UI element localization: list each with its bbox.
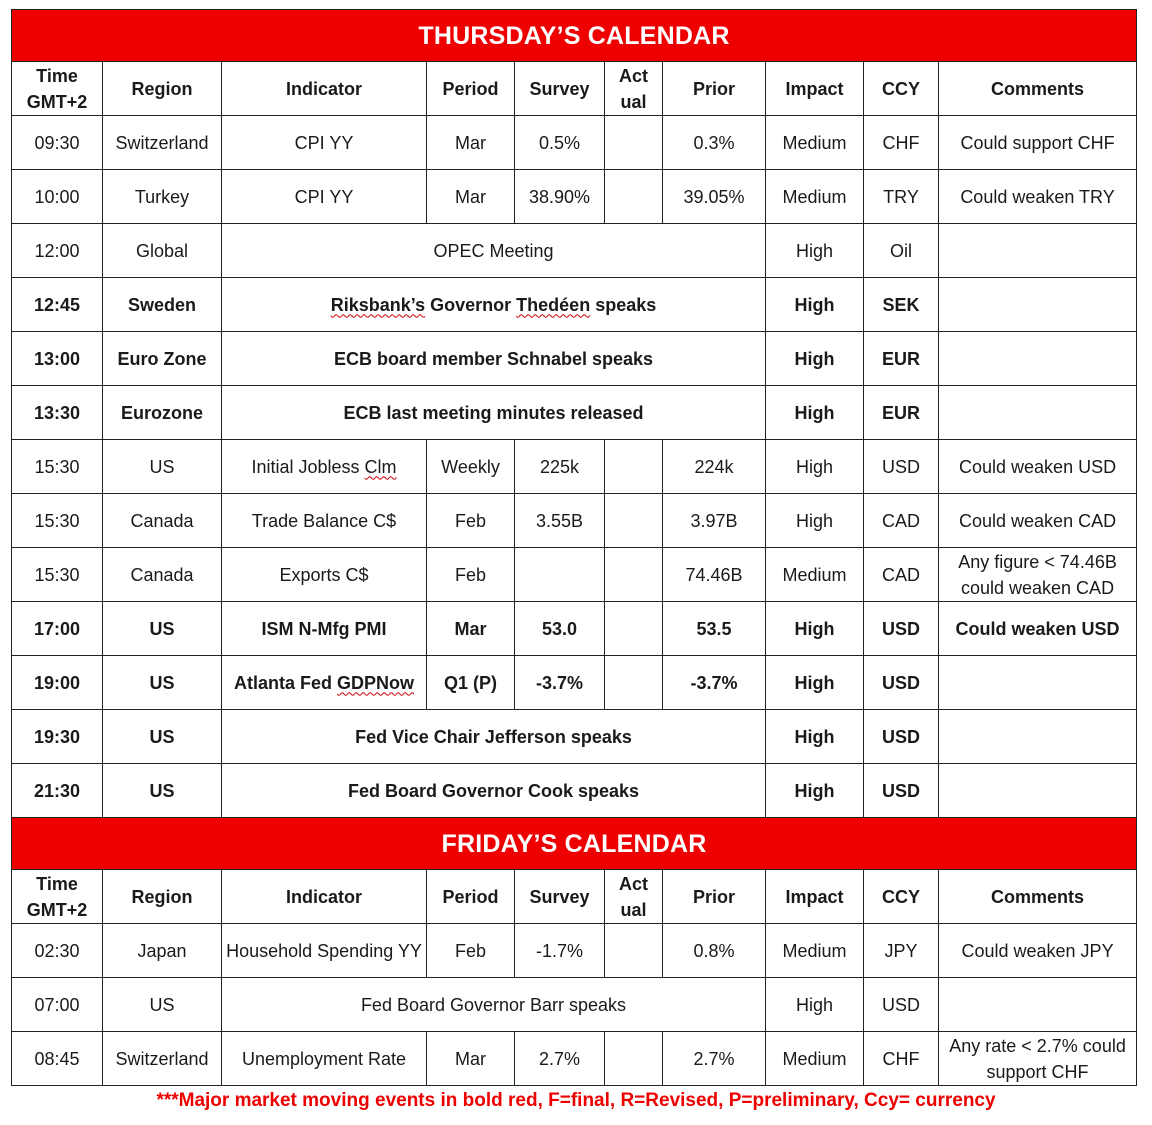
- impact-cell: Medium: [766, 116, 864, 170]
- prior-cell: 53.5: [663, 602, 766, 656]
- actual-cell: [605, 116, 663, 170]
- comments-cell: Could support CHF: [939, 116, 1137, 170]
- indicator-cell: CPI YY: [222, 116, 427, 170]
- column-header-period: Period: [427, 62, 515, 116]
- column-header-comments: Comments: [939, 62, 1137, 116]
- comments-cell: Any figure < 74.46B could weaken CAD: [939, 548, 1137, 602]
- time-cell: 15:30: [12, 548, 103, 602]
- table-row: [12, 386, 1137, 440]
- column-header-indicator: Indicator: [222, 62, 427, 116]
- prior-cell: 0.3%: [663, 116, 766, 170]
- impact-cell: High: [766, 332, 864, 386]
- table-row: [12, 764, 1137, 818]
- event-cell: ECB last meeting minutes released: [222, 386, 766, 440]
- survey-cell: 225k: [515, 440, 605, 494]
- region-cell: Japan: [103, 924, 222, 978]
- time-cell: 21:30: [12, 764, 103, 818]
- time-cell: 12:00: [12, 224, 103, 278]
- indicator-cell: ISM N-Mfg PMI: [222, 602, 427, 656]
- survey-cell: 2.7%: [515, 1032, 605, 1086]
- prior-cell: 74.46B: [663, 548, 766, 602]
- column-header-impact: Impact: [766, 870, 864, 924]
- column-header-survey: Survey: [515, 870, 605, 924]
- survey-cell: 3.55B: [515, 494, 605, 548]
- region-cell: US: [103, 656, 222, 710]
- event-cell: Riksbank’s Governor Thedéen speaks: [222, 278, 766, 332]
- time-cell: 02:30: [12, 924, 103, 978]
- column-header-impact: Impact: [766, 62, 864, 116]
- thursday-calendar-title: THURSDAY’S CALENDAR: [12, 10, 1137, 62]
- ccy-cell: CHF: [864, 1032, 939, 1086]
- period-cell: Weekly: [427, 440, 515, 494]
- ccy-cell: SEK: [864, 278, 939, 332]
- survey-cell: [515, 548, 605, 602]
- time-cell: 19:30: [12, 710, 103, 764]
- footnote: ***Major market moving events in bold red, F=final, R=Revised, P=preliminary, Ccy= currency: [156, 1090, 996, 1111]
- region-cell: Switzerland: [103, 116, 222, 170]
- region-cell: Euro Zone: [103, 332, 222, 386]
- comments-cell: Any rate < 2.7% could support CHF: [939, 1032, 1137, 1086]
- actual-cell: [605, 924, 663, 978]
- prior-cell: 2.7%: [663, 1032, 766, 1086]
- region-cell: US: [103, 440, 222, 494]
- ccy-cell: USD: [864, 656, 939, 710]
- period-cell: Feb: [427, 548, 515, 602]
- ccy-cell: EUR: [864, 332, 939, 386]
- region-cell: Sweden: [103, 278, 222, 332]
- comments-cell: [939, 224, 1137, 278]
- ccy-cell: USD: [864, 978, 939, 1032]
- indicator-cell: Atlanta Fed GDPNow: [222, 656, 427, 710]
- period-cell: Feb: [427, 924, 515, 978]
- time-cell: 12:45: [12, 278, 103, 332]
- indicator-cell: Household Spending YY: [222, 924, 427, 978]
- column-header-ccy: CCY: [864, 62, 939, 116]
- comments-cell: [939, 764, 1137, 818]
- time-cell: 07:00: [12, 978, 103, 1032]
- header-row: [12, 62, 1137, 116]
- column-header-ccy: CCY: [864, 870, 939, 924]
- impact-cell: High: [766, 764, 864, 818]
- period-cell: Mar: [427, 170, 515, 224]
- column-header-prior: Prior: [663, 870, 766, 924]
- impact-cell: High: [766, 656, 864, 710]
- impact-cell: High: [766, 710, 864, 764]
- impact-cell: Medium: [766, 170, 864, 224]
- table-row: [12, 494, 1137, 548]
- calendar-table: [11, 9, 1137, 1086]
- survey-cell: -1.7%: [515, 924, 605, 978]
- event-cell: Fed Board Governor Cook speaks: [222, 764, 766, 818]
- ccy-cell: CAD: [864, 548, 939, 602]
- actual-cell: [605, 440, 663, 494]
- actual-cell: [605, 602, 663, 656]
- actual-cell: [605, 656, 663, 710]
- column-header-actual: Act ual: [605, 62, 663, 116]
- ccy-cell: USD: [864, 602, 939, 656]
- comments-cell: Could weaken USD: [939, 602, 1137, 656]
- comments-cell: [939, 978, 1137, 1032]
- ccy-cell: CAD: [864, 494, 939, 548]
- friday-calendar-title: FRIDAY’S CALENDAR: [12, 818, 1137, 870]
- table-row: [12, 224, 1137, 278]
- period-cell: Mar: [427, 116, 515, 170]
- survey-cell: 53.0: [515, 602, 605, 656]
- prior-cell: 39.05%: [663, 170, 766, 224]
- actual-cell: [605, 170, 663, 224]
- comments-cell: [939, 386, 1137, 440]
- table-row: [12, 710, 1137, 764]
- impact-cell: High: [766, 224, 864, 278]
- indicator-cell: CPI YY: [222, 170, 427, 224]
- time-cell: 10:00: [12, 170, 103, 224]
- time-cell: 13:00: [12, 332, 103, 386]
- impact-cell: High: [766, 494, 864, 548]
- indicator-cell: Trade Balance C$: [222, 494, 427, 548]
- table-row: [12, 656, 1137, 710]
- indicator-cell: Unemployment Rate: [222, 1032, 427, 1086]
- impact-cell: High: [766, 978, 864, 1032]
- actual-cell: [605, 494, 663, 548]
- region-cell: US: [103, 978, 222, 1032]
- indicator-cell: Exports C$: [222, 548, 427, 602]
- indicator-cell: Initial Jobless Clm: [222, 440, 427, 494]
- event-cell: Fed Board Governor Barr speaks: [222, 978, 766, 1032]
- ccy-cell: JPY: [864, 924, 939, 978]
- column-header-actual: Act ual: [605, 870, 663, 924]
- region-cell: Global: [103, 224, 222, 278]
- impact-cell: High: [766, 440, 864, 494]
- time-cell: 15:30: [12, 494, 103, 548]
- actual-cell: [605, 1032, 663, 1086]
- survey-cell: 0.5%: [515, 116, 605, 170]
- time-cell: 13:30: [12, 386, 103, 440]
- column-header-time: Time GMT+2: [12, 870, 103, 924]
- table-row: [12, 602, 1137, 656]
- comments-cell: [939, 710, 1137, 764]
- region-cell: Eurozone: [103, 386, 222, 440]
- period-cell: Q1 (P): [427, 656, 515, 710]
- table-row: [12, 548, 1137, 602]
- comments-cell: Could weaken CAD: [939, 494, 1137, 548]
- ccy-cell: CHF: [864, 116, 939, 170]
- region-cell: US: [103, 602, 222, 656]
- prior-cell: 3.97B: [663, 494, 766, 548]
- ccy-cell: USD: [864, 440, 939, 494]
- time-cell: 19:00: [12, 656, 103, 710]
- event-cell: OPEC Meeting: [222, 224, 766, 278]
- prior-cell: 224k: [663, 440, 766, 494]
- column-header-prior: Prior: [663, 62, 766, 116]
- period-cell: Mar: [427, 602, 515, 656]
- region-cell: Canada: [103, 494, 222, 548]
- region-cell: Canada: [103, 548, 222, 602]
- comments-cell: Could weaken JPY: [939, 924, 1137, 978]
- ccy-cell: USD: [864, 764, 939, 818]
- table-row: [12, 924, 1137, 978]
- table-row: [12, 1032, 1137, 1086]
- column-header-region: Region: [103, 62, 222, 116]
- comments-cell: Could weaken USD: [939, 440, 1137, 494]
- region-cell: Turkey: [103, 170, 222, 224]
- time-cell: 09:30: [12, 116, 103, 170]
- ccy-cell: TRY: [864, 170, 939, 224]
- impact-cell: High: [766, 278, 864, 332]
- ccy-cell: USD: [864, 710, 939, 764]
- comments-cell: [939, 332, 1137, 386]
- time-cell: 08:45: [12, 1032, 103, 1086]
- comments-cell: Could weaken TRY: [939, 170, 1137, 224]
- column-header-comments: Comments: [939, 870, 1137, 924]
- column-header-time: Time GMT+2: [12, 62, 103, 116]
- calendar-container: [11, 9, 1136, 1086]
- column-header-survey: Survey: [515, 62, 605, 116]
- impact-cell: Medium: [766, 924, 864, 978]
- comments-cell: [939, 656, 1137, 710]
- ccy-cell: EUR: [864, 386, 939, 440]
- impact-cell: Medium: [766, 1032, 864, 1086]
- event-cell: Fed Vice Chair Jefferson speaks: [222, 710, 766, 764]
- ccy-cell: Oil: [864, 224, 939, 278]
- column-header-region: Region: [103, 870, 222, 924]
- period-cell: Feb: [427, 494, 515, 548]
- header-row: [12, 870, 1137, 924]
- table-row: [12, 170, 1137, 224]
- table-row: [12, 332, 1137, 386]
- time-cell: 15:30: [12, 440, 103, 494]
- table-row: [12, 116, 1137, 170]
- time-cell: 17:00: [12, 602, 103, 656]
- prior-cell: -3.7%: [663, 656, 766, 710]
- comments-cell: [939, 278, 1137, 332]
- event-cell: ECB board member Schnabel speaks: [222, 332, 766, 386]
- impact-cell: High: [766, 386, 864, 440]
- table-row: [12, 440, 1137, 494]
- table-row: [12, 978, 1137, 1032]
- impact-cell: High: [766, 602, 864, 656]
- column-header-indicator: Indicator: [222, 870, 427, 924]
- survey-cell: -3.7%: [515, 656, 605, 710]
- survey-cell: 38.90%: [515, 170, 605, 224]
- actual-cell: [605, 548, 663, 602]
- column-header-period: Period: [427, 870, 515, 924]
- region-cell: US: [103, 764, 222, 818]
- impact-cell: Medium: [766, 548, 864, 602]
- region-cell: Switzerland: [103, 1032, 222, 1086]
- prior-cell: 0.8%: [663, 924, 766, 978]
- period-cell: Mar: [427, 1032, 515, 1086]
- table-row: [12, 278, 1137, 332]
- region-cell: US: [103, 710, 222, 764]
